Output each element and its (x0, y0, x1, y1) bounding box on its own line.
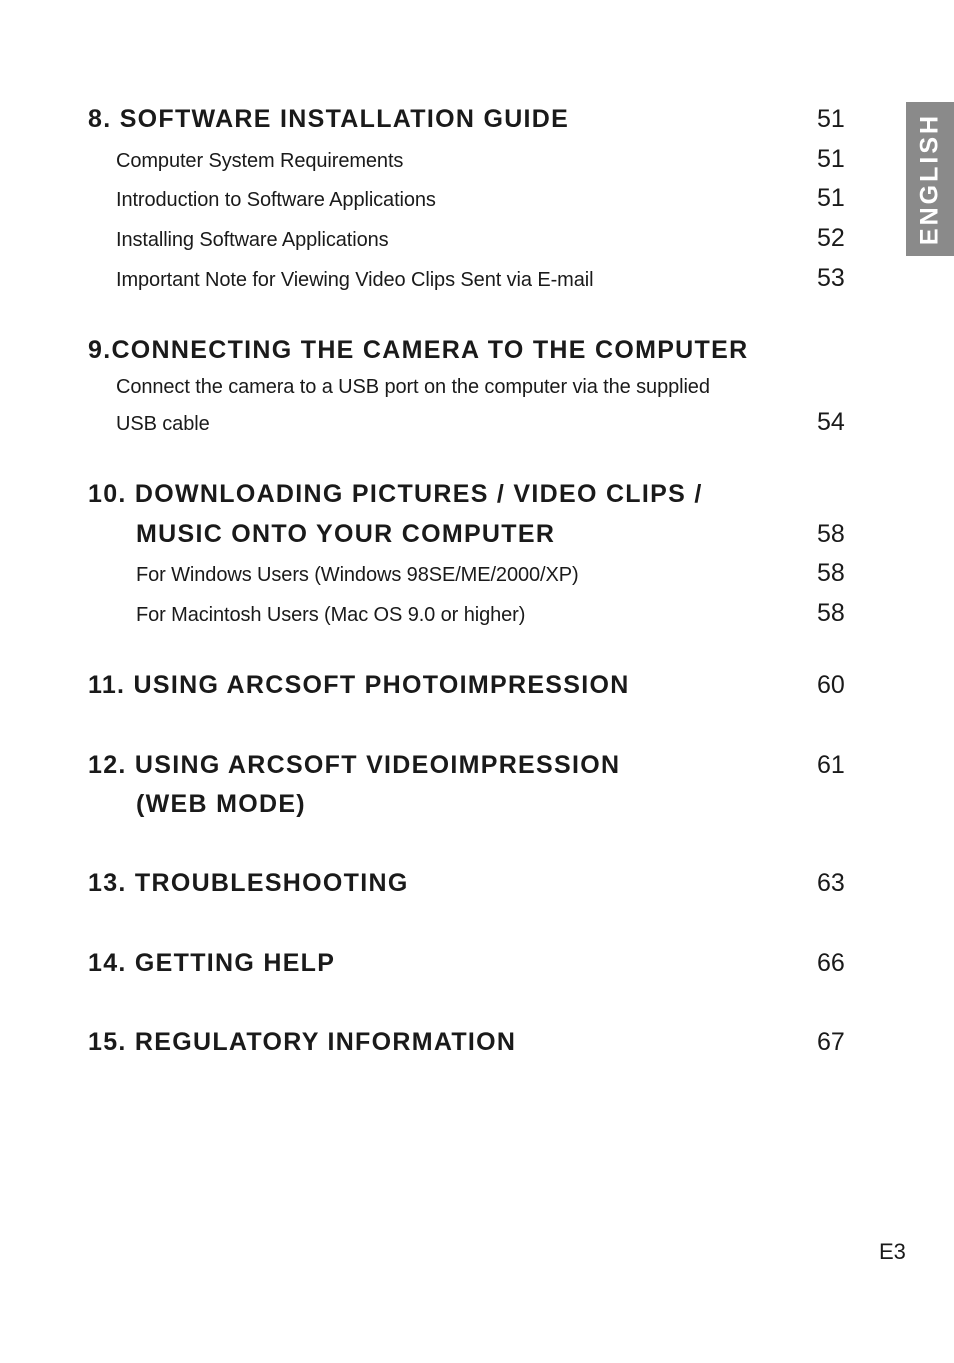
toc-page-number: 58 (817, 559, 845, 587)
toc-item-label: Computer System Requirements (116, 150, 404, 172)
toc-heading-title: (WEB MODE) (136, 790, 306, 818)
toc-heading-title: 10. DOWNLOADING PICTURES / VIDEO CLIPS / (88, 480, 703, 508)
toc-page-number: 58 (817, 599, 845, 627)
toc-item-label: Connect the camera to a USB port on the computer via the supplied (116, 376, 710, 398)
toc-page-number: 51 (817, 145, 845, 173)
toc-page-number: 52 (817, 224, 845, 252)
toc-item-label: Introduction to Software Applications (116, 189, 436, 211)
toc-heading-title: 12. USING ARCSOFT VIDEOIMPRESSION (88, 751, 621, 779)
toc-page-number: 54 (817, 408, 845, 436)
toc-heading-title: 15. REGULATORY INFORMATION (88, 1028, 517, 1056)
toc-page-number: 58 (817, 520, 845, 548)
toc-page-number: 51 (817, 184, 845, 212)
toc-heading-title: 11. USING ARCSOFT PHOTOIMPRESSION (88, 671, 630, 699)
toc-heading-title: MUSIC ONTO YOUR COMPUTER (136, 520, 556, 548)
toc-item-label: Important Note for Viewing Video Clips Sent via E-mail (116, 269, 594, 291)
toc-item-label: USB cable (116, 413, 210, 435)
toc-heading-title: 14. GETTING HELP (88, 949, 336, 977)
toc-page-number: 63 (817, 869, 845, 897)
toc-item-label: Installing Software Applications (116, 229, 389, 251)
toc-page-number: 61 (817, 751, 845, 779)
page-number: E3 (879, 1239, 906, 1264)
toc-page-number: 60 (817, 671, 845, 699)
toc-heading-title: 8. SOFTWARE INSTALLATION GUIDE (88, 105, 570, 133)
toc-item-label: For Windows Users (Windows 98SE/ME/2000/XP) (136, 564, 579, 586)
language-tab (906, 102, 954, 256)
toc-heading-title: 9.CONNECTING THE CAMERA TO THE COMPUTER (88, 336, 749, 364)
toc-heading-title: 13. TROUBLESHOOTING (88, 869, 409, 897)
language-tab-label: ENGLISH (915, 112, 944, 246)
toc-page-number: 67 (817, 1028, 845, 1056)
toc-page-number: 66 (817, 949, 845, 977)
toc-item-label: For Macintosh Users (Mac OS 9.0 or higher) (136, 604, 526, 626)
toc-page-number: 51 (817, 105, 845, 133)
toc-page-number: 53 (817, 264, 845, 292)
